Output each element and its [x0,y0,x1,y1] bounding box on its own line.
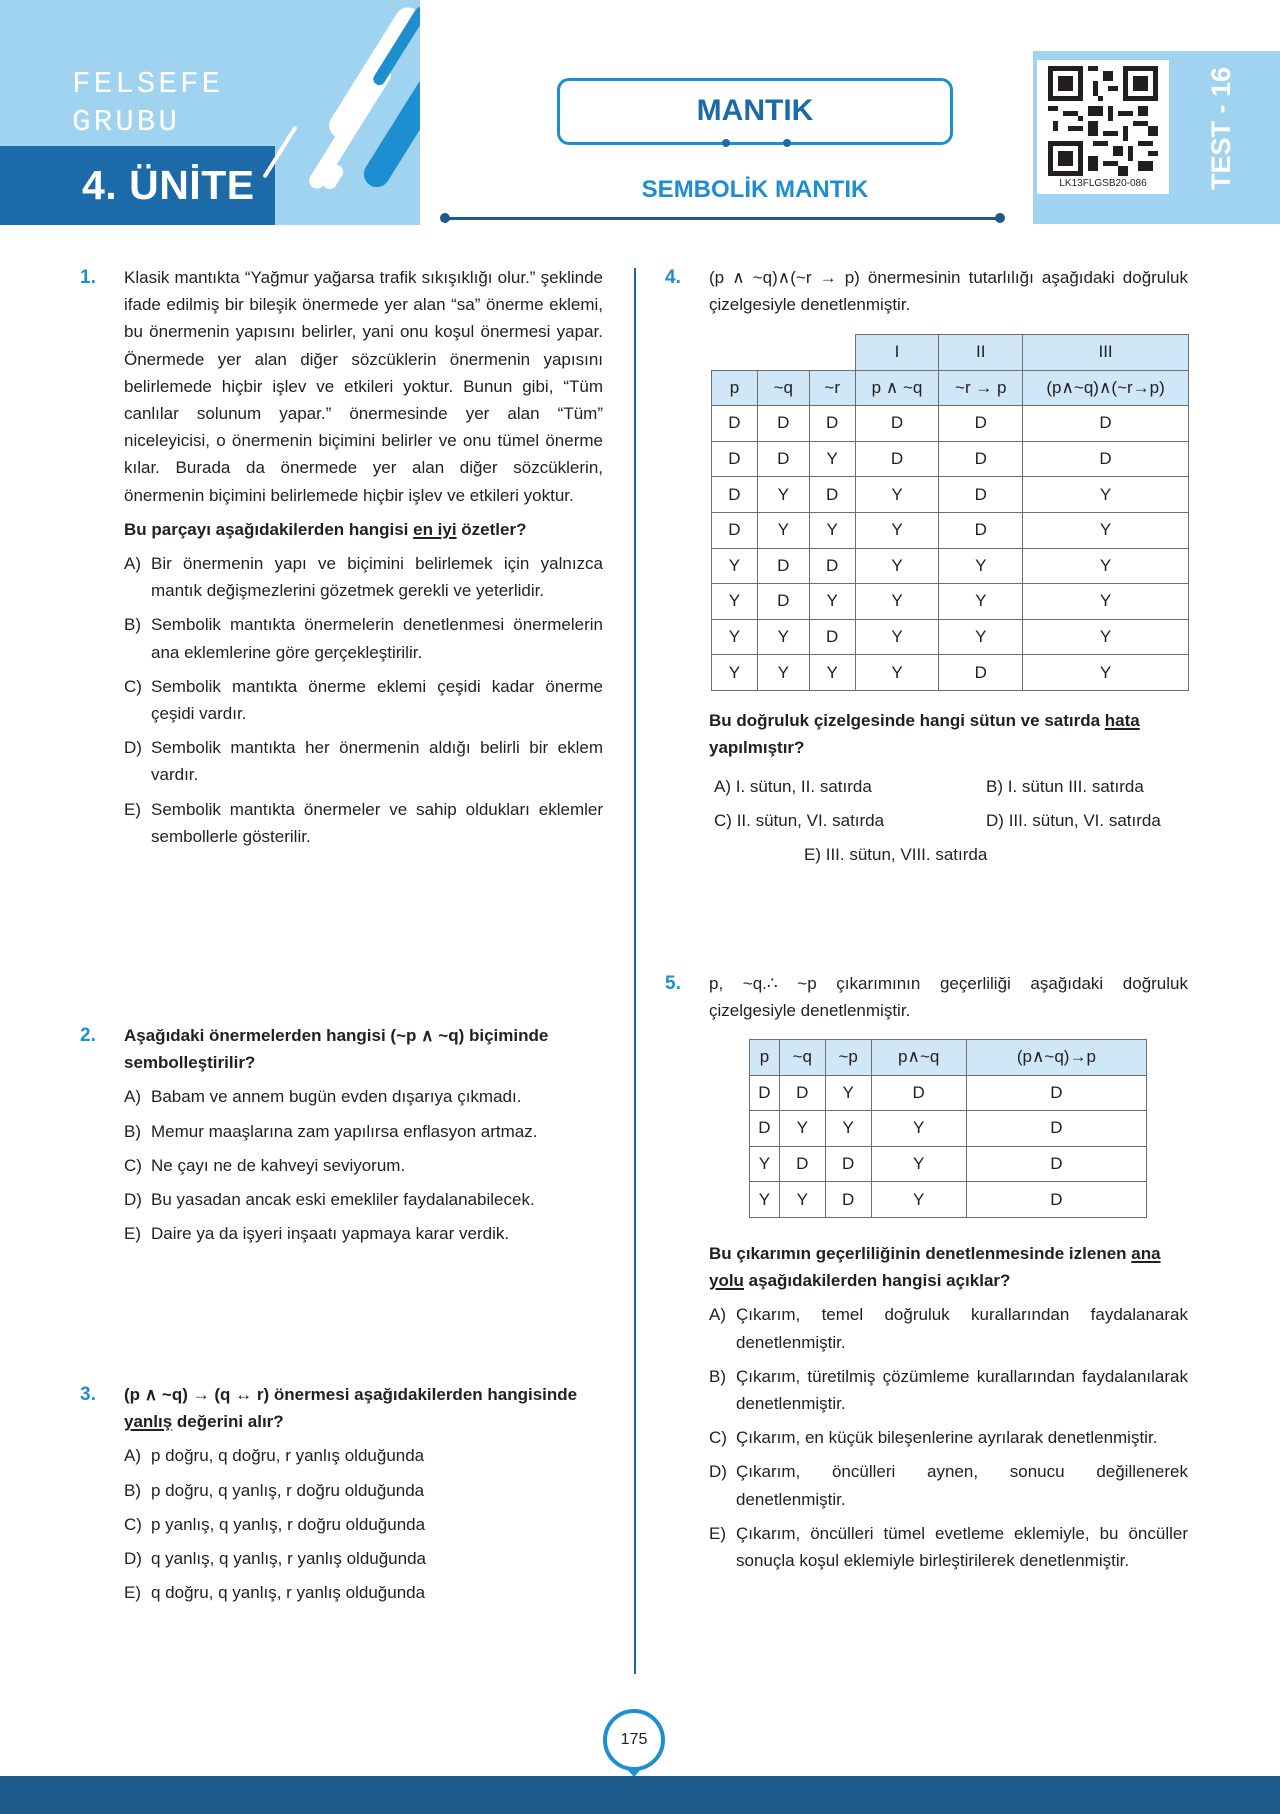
table-row [712,512,1189,548]
table-cell: Y [939,584,1023,620]
option-letter: D) [709,1462,727,1482]
table-cell: Y [855,477,939,513]
table-cell: D [939,655,1023,691]
table-row [750,1111,1147,1147]
column-header: p ∧ ~q [855,370,939,406]
option-letter: A) [124,1087,141,1107]
table-cell: D [855,441,939,477]
table-cell: Y [871,1111,966,1147]
table-cell: Y [855,548,939,584]
table-row [750,1182,1147,1218]
table-cell: Y [1023,655,1189,691]
table-cell: Y [809,512,855,548]
table-cell: Y [855,584,939,620]
option-text: Çıkarım, öncülleri aynen, sonucu değillenerek denetlenmiştir. [736,1462,1188,1509]
column-header: ~q [757,370,809,406]
option-letter: B) [124,1121,141,1141]
qr-code-text: LK13FLGSB20-086 [1059,178,1147,189]
table-row [712,548,1189,584]
option-letter: C) [124,676,142,696]
option-d[interactable] [709,1458,1188,1512]
table-cell: D [939,477,1023,513]
table-cell: D [712,512,758,548]
option-c[interactable] [124,1152,603,1179]
table-cell: D [712,406,758,442]
column-header: p [712,370,758,406]
options-list [124,550,603,850]
table-cell: D [757,441,809,477]
table-row [712,584,1189,620]
option-text: Sembolik mantıkta önermeler ve sahip oldukları eklemler sembollerle gösterilir. [151,799,603,846]
table-cell: Y [1023,512,1189,548]
table-cell: Y [712,584,758,620]
truth-table [749,1039,1147,1218]
table-cell: Y [1023,619,1189,655]
table-cell: D [1023,406,1189,442]
question-stem: Aşağıdaki önermelerden hangisi (~p ∧ ~q) biçiminde sembolleştirilir? [124,1026,549,1073]
table-cell: Y [750,1146,780,1182]
table-cell: Y [855,512,939,548]
table-cell: D [809,406,855,442]
unit-title: 4. ÜNİTE [82,162,255,208]
column-header: ~r [809,370,855,406]
option[interactable]: E) III. sütun, VIII. satırda [804,845,988,864]
option-letter: D) [124,738,142,758]
option-letter: B) [124,615,141,635]
table-cell: Y [809,584,855,620]
option[interactable]: C) II. sütun, VI. satırda [714,811,885,830]
option-d[interactable] [124,1545,603,1572]
table-cell: Y [825,1111,871,1147]
header-banner [0,0,420,225]
question-text: Klasik mantıkta “Yağmur yağarsa trafik sıkışıklığı olur.” şeklinde ifade edilmiş bir bileşik önermede yer alan “sa” önerme eklemi, bu önermenin yapısını belirler, yani onu koşul önermesi yapar. Önermede yer alan diğer sözcüklerin önermenin yapısını belirlemede hiçbir işlev ve etkileri yoktur. Bunun gibi, “Tüm canlılar solunum yapar.” önermesinde yer alan “Tüm” niceleyicisi, o önermenin biçimini belirler ve onu tümel önerme kılar. Burada da önermede yer alan diğer sözcüklerin, önermenin biçimini belirlemede hiçbir işlev ve etkileri yoktur. [124,268,603,505]
table-cell: D [966,1075,1146,1111]
question-5 [665,970,1188,1024]
qr-code-icon [1048,66,1158,176]
table-cell: D [825,1182,871,1218]
option-text: Daire ya da işyeri inşaatı yapmaya karar verdik. [151,1224,510,1244]
table-cell: D [712,477,758,513]
option-text: Çıkarım, en küçük bileşenlerine ayrılarak denetlenmiştir. [736,1428,1158,1448]
table-cell: D [939,512,1023,548]
column-header: (p∧~q)∧(~r→p) [1023,370,1189,406]
question-number: 2. [80,1025,96,1046]
table-cell: Y [779,1111,825,1147]
option-letter: B) [709,1366,726,1386]
column-header: p∧~q [871,1040,966,1076]
table-row [712,619,1189,655]
option-letter: D) [124,1549,142,1569]
qr-card [1037,60,1169,194]
question-4-stem-block [709,707,1188,761]
option-text: Bu yasadan ancak eski emekliler faydalanabilecek. [151,1190,535,1210]
option-e[interactable] [124,796,603,850]
question-stem: Bu parçayı aşağıdakilerden hangisi en iyi özetler? [124,519,527,539]
option-a[interactable] [709,1301,1188,1355]
option-text: Çıkarım, temel doğruluk kurallarından faydalanarak denetlenmiştir. [736,1305,1188,1352]
subtitle-rule [445,217,1000,220]
table-spacer [712,335,758,371]
option[interactable]: B) I. sütun III. satırda [986,777,1144,796]
question-number: 3. [80,1384,96,1405]
table-cell: D [757,406,809,442]
option-letter: C) [124,1155,142,1175]
table-cell: D [939,441,1023,477]
column-header: ~p [825,1040,871,1076]
question-text: (p ∧ ~q)∧(~r → p) önermesinin tutarlılığı aşağıdaki doğruluk çizelgesiyle denetlenmiştir. [709,268,1188,315]
table-cell: Y [871,1182,966,1218]
table-cell: Y [712,548,758,584]
question-2 [80,1022,603,1254]
table-cell: D [966,1111,1146,1147]
page-number: 175 [603,1709,665,1771]
page-subtitle: SEMBOLİK MANTIK [641,176,869,203]
option-text: p yanlış, q yanlış, r doğru olduğunda [151,1514,426,1534]
question-stem: Bu doğruluk çizelgesinde hangi sütun ve satırda hata yapılmıştır? [709,711,1140,758]
question-3 [80,1381,603,1613]
option-c[interactable] [709,1424,1188,1451]
option-text: q doğru, q yanlış, r yanlış olduğunda [151,1583,426,1603]
table-row [750,1146,1147,1182]
option[interactable]: A) I. sütun, II. satırda [714,777,872,796]
column-divider [634,268,636,1674]
table-cell: D [809,619,855,655]
table-spacer [809,335,855,371]
table-cell: Y [1023,548,1189,584]
table-cell: D [750,1075,780,1111]
table-cell: D [1023,441,1189,477]
option-text: p doğru, q doğru, r yanlış olduğunda [151,1446,425,1466]
title-dot [722,139,730,147]
option-text: Memur maaşlarına zam yapılırsa enflasyon artmaz. [151,1121,538,1141]
option-letter: D) [124,1190,142,1210]
table-cell: Y [1023,477,1189,513]
table-cell: Y [757,512,809,548]
table-cell: Y [809,441,855,477]
table-cell: D [750,1111,780,1147]
option-b[interactable] [124,611,603,665]
group-title: FELSEFE GRUBU [72,67,224,140]
table-row [712,441,1189,477]
option-letter: C) [124,1514,142,1534]
rule-dot [995,213,1005,223]
question-number: 4. [665,267,681,288]
option-a[interactable] [124,1442,603,1469]
column-header: ~r → p [939,370,1023,406]
table-cell: D [757,584,809,620]
column-header: (p∧~q)→p [966,1040,1146,1076]
column-roman: II [939,335,1023,371]
truth-table [711,334,1189,691]
table-cell: D [809,477,855,513]
option[interactable]: D) III. sütun, VI. satırda [986,811,1161,830]
option-c[interactable] [124,1511,603,1538]
table-cell: Y [779,1182,825,1218]
option-text: q yanlış, q yanlış, r yanlış olduğunda [151,1549,426,1569]
table-cell: Y [757,619,809,655]
question-1 [80,264,603,857]
option-letter: E) [124,1583,141,1603]
column-header: p [750,1040,780,1076]
option-text: Bir önermenin yapı ve biçimini belirlemek için yalnızca mantık değişmezlerini gözetmek gerekli ve yeterlidir. [151,554,603,601]
option-a[interactable] [124,1083,603,1110]
option-b[interactable] [709,1363,1188,1417]
option-text: p doğru, q yanlış, r doğru olduğunda [151,1480,425,1500]
option-e[interactable] [124,1220,603,1247]
option-d[interactable] [124,1186,603,1213]
table-cell: Y [750,1182,780,1218]
option-text: Çıkarım, öncülleri tümel evetleme eklemiyle, bu öncüller sonuçla koşul eklemiyle birleştirilerek denetlenmiştir. [736,1523,1188,1571]
question-number: 1. [80,267,96,288]
option-letter: E) [124,799,141,819]
option-text: Çıkarım, türetilmiş çözümleme kurallarından faydalanılarak denetlenmiştir. [736,1366,1188,1414]
option-e[interactable] [124,1579,603,1606]
question-5-stem-block [709,1240,1188,1581]
test-label: TEST - 16 [1206,66,1236,190]
table-cell: D [855,406,939,442]
option-letter: A) [124,1446,141,1466]
option-c[interactable] [124,673,603,727]
option-letter: A) [124,554,141,574]
table-cell: Y [825,1075,871,1111]
table-cell: Y [712,619,758,655]
column-roman: III [1023,335,1189,371]
table-row [712,477,1189,513]
option-e[interactable] [709,1520,1188,1574]
table-cell: Y [939,619,1023,655]
rule-dot [440,213,450,223]
table-cell: Y [1023,584,1189,620]
option-b[interactable] [124,1477,603,1504]
option-letter: E) [709,1523,726,1543]
table-cell: Y [939,548,1023,584]
option-text: Sembolik mantıkta önerme eklemi çeşidi kadar önerme çeşidi vardır. [151,676,603,724]
option-letter: E) [124,1224,141,1244]
table-row [712,406,1189,442]
footer-band [0,1776,1280,1814]
option-letter: B) [124,1480,141,1500]
page-title: MANTIK [557,78,953,145]
table-cell: Y [855,619,939,655]
table-row [750,1075,1147,1111]
option-text: Sembolik mantıkta her önermenin aldığı belirli bir eklem vardır. [151,738,603,785]
title-dot [783,139,791,147]
table-cell: D [809,548,855,584]
table-row [712,655,1189,691]
table-cell: Y [855,655,939,691]
options-list [124,1442,603,1606]
column-header: ~q [779,1040,825,1076]
option-text: Ne çayı ne de kahveyi seviyorum. [151,1155,406,1175]
option-a[interactable] [124,550,603,604]
table-cell: D [757,548,809,584]
table-cell: D [779,1075,825,1111]
option-d[interactable] [124,734,603,788]
question-stem: (p ∧ ~q) → (q ↔ r) önermesi aşağıdakilerden hangisinde yanlış değerini alır? [124,1385,578,1432]
options-list [124,1083,603,1247]
question-text: p, ~q.∴ ~p çıkarımının geçerliliği aşağıdaki doğruluk çizelgesiyle denetlenmiştir. [709,974,1188,1021]
table-cell: D [966,1182,1146,1218]
question-4 [665,264,1188,318]
option-letter: A) [709,1305,726,1325]
table-cell: D [871,1075,966,1111]
option-text: Sembolik mantıkta önermelerin denetlenmesi önermelerin ana eklemlerine göre gerçekleştirilir. [151,615,603,662]
table-cell: Y [757,477,809,513]
table-cell: Y [809,655,855,691]
table-cell: D [712,441,758,477]
question-stem: Bu çıkarımın geçerliliğinin denetlenmesinde izlenen ana yolu aşağıdakilerden hangisi açıklar? [709,1244,1161,1291]
option-b[interactable] [124,1118,603,1145]
table-cell: D [825,1146,871,1182]
table-cell: Y [871,1146,966,1182]
option-text: Babam ve annem bugün evden dışarıya çıkmadı. [151,1087,522,1107]
table-spacer [757,335,809,371]
question-number: 5. [665,973,681,994]
table-cell: D [779,1146,825,1182]
options-list [709,1301,1188,1574]
column-roman: I [855,335,939,371]
table-cell: Y [712,655,758,691]
option-letter: C) [709,1428,727,1448]
table-cell: D [966,1146,1146,1182]
table-cell: Y [757,655,809,691]
table-cell: D [939,406,1023,442]
